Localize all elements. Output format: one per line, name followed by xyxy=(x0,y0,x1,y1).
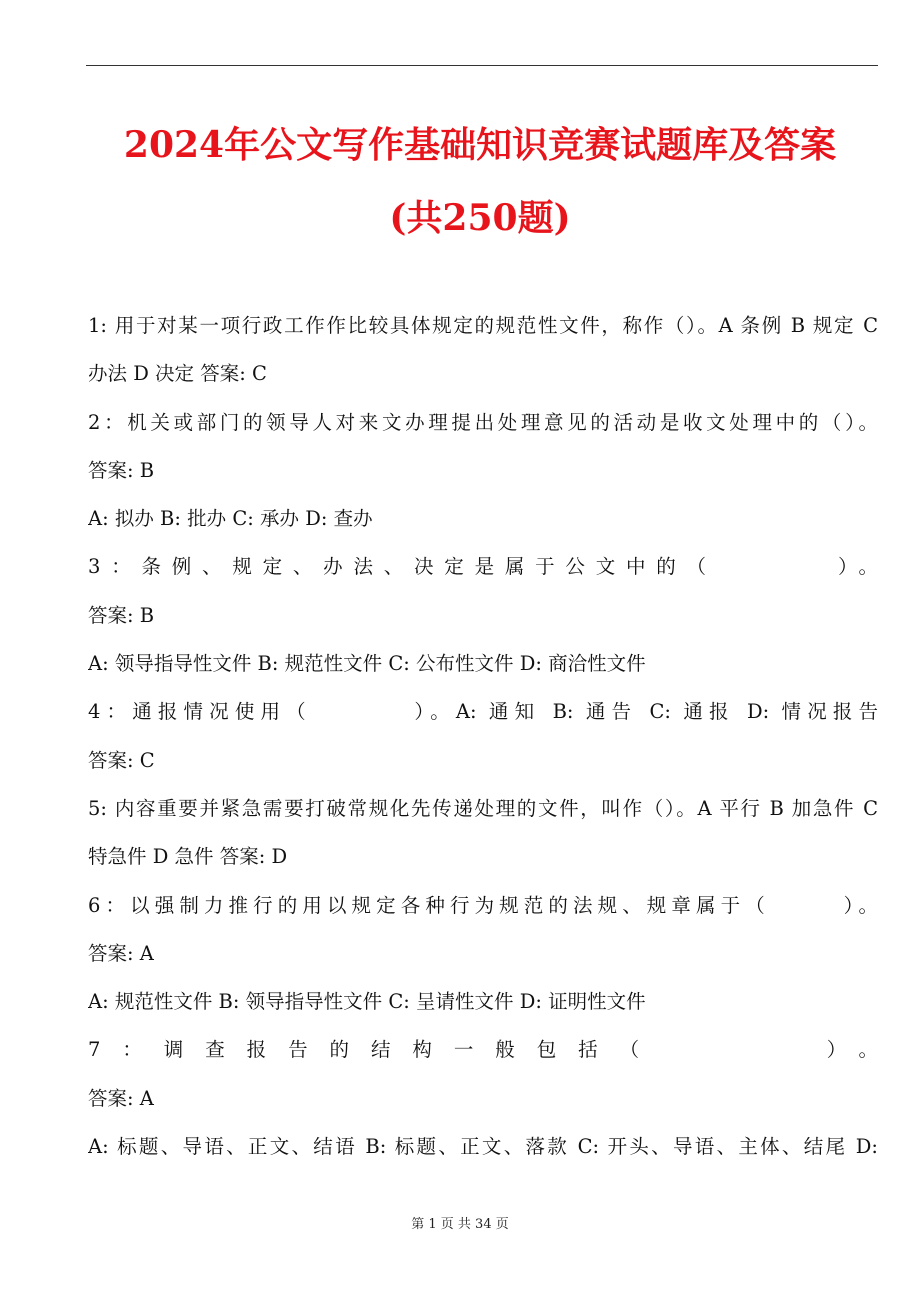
question-item xyxy=(88,882,878,1027)
question-answer: 答案: A xyxy=(88,1086,154,1110)
question-item xyxy=(88,302,878,399)
question-item xyxy=(88,543,878,688)
header-rule xyxy=(86,65,878,66)
question-answer: 答案: C xyxy=(88,748,155,772)
question-answer: 答案: A xyxy=(88,941,154,965)
question-text: 3：条例、规定、办法、决定是属于公文中的（ ）。 xyxy=(88,555,878,579)
question-list xyxy=(88,302,878,1171)
question-text: 特急件 D 急件 答案: D xyxy=(88,845,288,869)
question-answer: 答案: B xyxy=(88,603,155,627)
question-text: 2：机关或部门的领导人对来文办理提出处理意见的活动是收文处理中的（）。 xyxy=(88,410,878,434)
question-options: A: 标题、导语、正文、结语 B: 标题、正文、落款 C: 开头、导语、主体、结尾 D: xyxy=(88,1135,878,1159)
question-text: 7：调查报告的结构一般包括（ ）。 xyxy=(88,1038,878,1062)
question-text: 1: 用于对某一项行政工作作比较具体规定的规范性文件，称作（）。A 条例 B 规定 C xyxy=(88,314,878,337)
question-item xyxy=(88,1026,878,1171)
question-text: 5: 内容重要并紧急需要打破常规化先传递处理的文件，叫作（）。A 平行 B 加急件 C xyxy=(88,796,878,820)
question-item xyxy=(88,399,878,544)
question-text: 6：以强制力推行的用以规定各种行为规范的法规、规章属于（ ）。 xyxy=(88,893,878,917)
question-options: A: 拟办 B: 批办 C: 承办 D: 查办 xyxy=(88,507,373,531)
question-answer: 答案: B xyxy=(88,458,155,482)
document-title: 2024年公文写作基础知识竞赛试题库及答案 xyxy=(123,124,837,166)
page-footer: 第 1 页 共 34 页 xyxy=(411,1217,509,1232)
question-text: 4：通报情况使用（ ）。A: 通知 B: 通告 C: 通报 D: 情况报告 xyxy=(88,700,878,724)
question-item xyxy=(88,785,878,882)
document-subtitle: (共250题) xyxy=(389,197,571,239)
question-options: A: 规范性文件 B: 领导指导性文件 C: 呈请性文件 D: 证明性文件 xyxy=(88,990,646,1014)
question-text: 办法 D 决定 答案: C xyxy=(88,362,267,386)
question-options: A: 领导指导性文件 B: 规范性文件 C: 公布性文件 D: 商洽性文件 xyxy=(88,652,646,676)
question-item xyxy=(88,688,878,785)
